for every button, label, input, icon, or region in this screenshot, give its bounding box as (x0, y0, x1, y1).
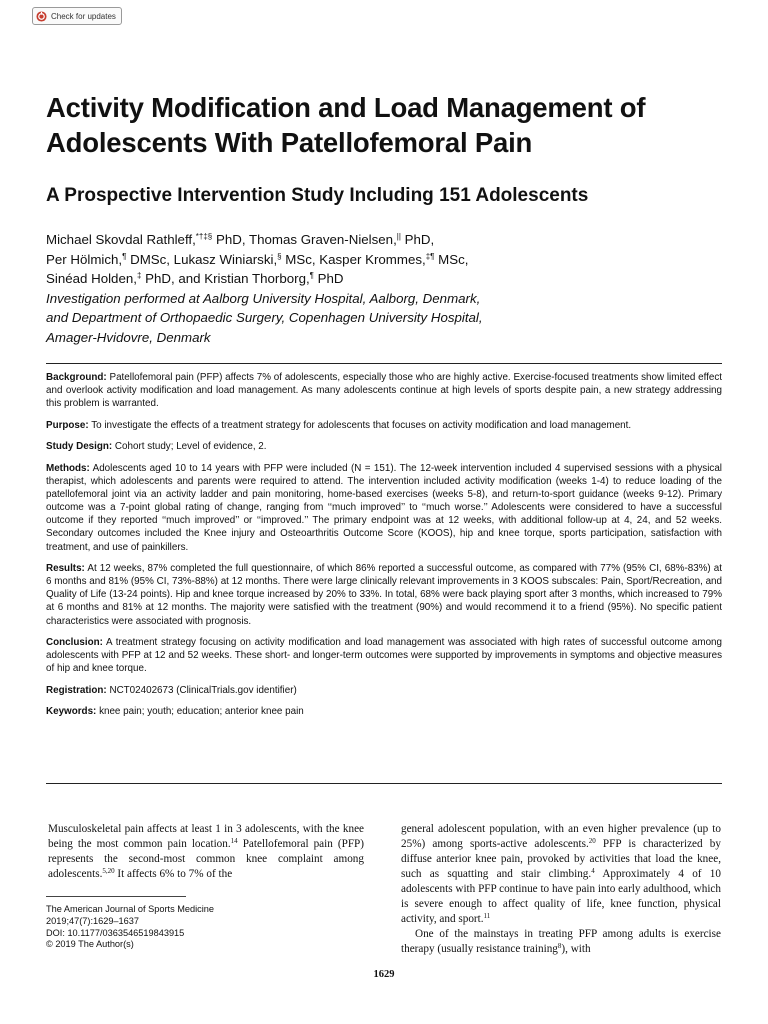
abstract-results: Results: At 12 weeks, 87% completed the full questionnaire, of which 86% reported a successful outcome, as compared with 77% (95% CI, 68%-83%) at 6 months and 81% (95% CI, 73%-88%) at 12 months. There were large clinically relevant improvements in 3 KOOS subscales: Pain, Sport/Recreation, and Quality of Life (13-24 points). Hip and knee torque increased by 20% to 33%. In total, 68% were back playing sport after 3 months, which increased to 79% at 6 months and 81% at 12 months. The majority were satisfied with the treatment (90%) and would recommend it to a friend (95%). No specific patient characteristics were associated with prognosis. (46, 563, 722, 627)
abstract-design: Study Design: Cohort study; Level of evidence, 2. (46, 441, 267, 453)
check-updates-icon (36, 11, 47, 22)
abstract-methods: Methods: Adolescents aged 10 to 14 years with PFP were included (N = 151). The 12-week intervention included 4 supervised sessions with a physical therapist, which adolescents and parents were required to attend. The intervention included activity modification (weeks 1-4) to reduce loading of the patellofemoral joint via an activity ladder and pain monitoring, home-based exercises (weeks 5-8), and return-to-sport guidance (weeks 9-12). Primary outcome was a 7-point global rating of change, ranging from ‘‘much improved’’ to ‘‘much worse.’’ Adolescents were considered to have a successful outcome if they reported ‘‘much improved’’ or ‘‘improved.’’ The primary endpoint was at 12 weeks, with additional follow-up at 4, 24, and 52 weeks. Secondary outcomes included the Knee injury and Osteoarthritis Outcome Score (KOOS), hip and knee torque, sports participation, satisfaction with treatment, and use of painkillers. (46, 462, 722, 553)
abstract-bottom-rule (46, 783, 722, 784)
author-block: Michael Skovdal Rathleff,*†‡§ PhD, Thomas Graven-Nielsen,|| PhD, Per Hölmich,¶ DMSc, Lukasz Winiarski,§ MSc, Kasper Krommes,‡¶ MSc, Sinéad Holden,‡ PhD, and Kristian Thorborg,¶ PhD Investigation performed at Aalborg University Hospital, Aalborg, Denmark, and Department of Orthopaedic Surgery, Copenhagen University Hospital, Amager-Hvidovre, Denmark (46, 230, 483, 347)
footnote-rule (46, 896, 186, 897)
abstract-registration: Registration: NCT02402673 (ClinicalTrials.gov identifier) (46, 684, 297, 696)
badge-label: Check for updates (51, 11, 116, 21)
affiliation: Investigation performed at Aalborg University Hospital, Aalborg, Denmark, and Department of Orthopaedic Surgery, Copenhagen University Hospital, Amager-Hvidovre, Denmark (46, 290, 483, 345)
abstract-conclusion: Conclusion: A treatment strategy focusing on activity modification and load management was associated with high rates of successful outcome among adolescents with PFP at 12 and 52 weeks. These short- and longer-term outcomes were supported by improvements in symptoms and objective measures of hip and knee torque. (46, 637, 722, 675)
body-column-right: general adolescent population, with an even higher prevalence (up to 25%) among sports-active adolescents.$^{20}$ PFP is characterized by diffuse anterior knee pain, provoked by activities that load the knee, such as squatting and stair climbing.$^4$ Approximately 4 of 10 adolescents with PFP continue to have pain into early adulthood, which is severe enough to affect quality of life, knee function, physical activity, and sport.$^{11}$ One of the mainstays in treating PFP among adults is exercise therapy (usually resistance training$^8$), with (401, 823, 721, 955)
abstract (46, 371, 722, 727)
check-for-updates-badge[interactable] (32, 7, 122, 25)
abstract-keywords: Keywords: knee pain; youth; education; anterior knee pain (46, 706, 304, 718)
article-title: Activity Modification and Load Management of Adolescents With Patellofemoral Pain (46, 92, 646, 158)
abstract-background: Background: Patellofemoral pain (PFP) affects 7% of adolescents, especially those who are highly active. Exercise-focused treatments show limited effect and overlook activity modification and load management. As many adolescents continue at high levels of sports despite pain, a new strategy addressing this problem is warranted. (46, 372, 722, 410)
abstract-purpose: Purpose: To investigate the effects of a treatment strategy for adolescents that focuses on activity modification and load management. (46, 419, 632, 431)
journal-info: The American Journal of Sports Medicine 2019;47(7):1629–1637 DOI: 10.1177/0363546519843915 © 2019 The Author(s) (46, 904, 215, 950)
abstract-top-rule (46, 363, 722, 364)
article-subtitle: A Prospective Intervention Study Including 151 Adolescents (46, 185, 589, 206)
page-number: 1629 (373, 969, 395, 980)
body-column-left: Musculoskeletal pain affects at least 1 in 3 adolescents, with the knee being the most common pain location.$^{14}$ Patellofemoral pain (PFP) represents the second-most common knee complaint among adolescents.$^{5,20}$ It affects 6% to 7% of the (48, 823, 364, 880)
